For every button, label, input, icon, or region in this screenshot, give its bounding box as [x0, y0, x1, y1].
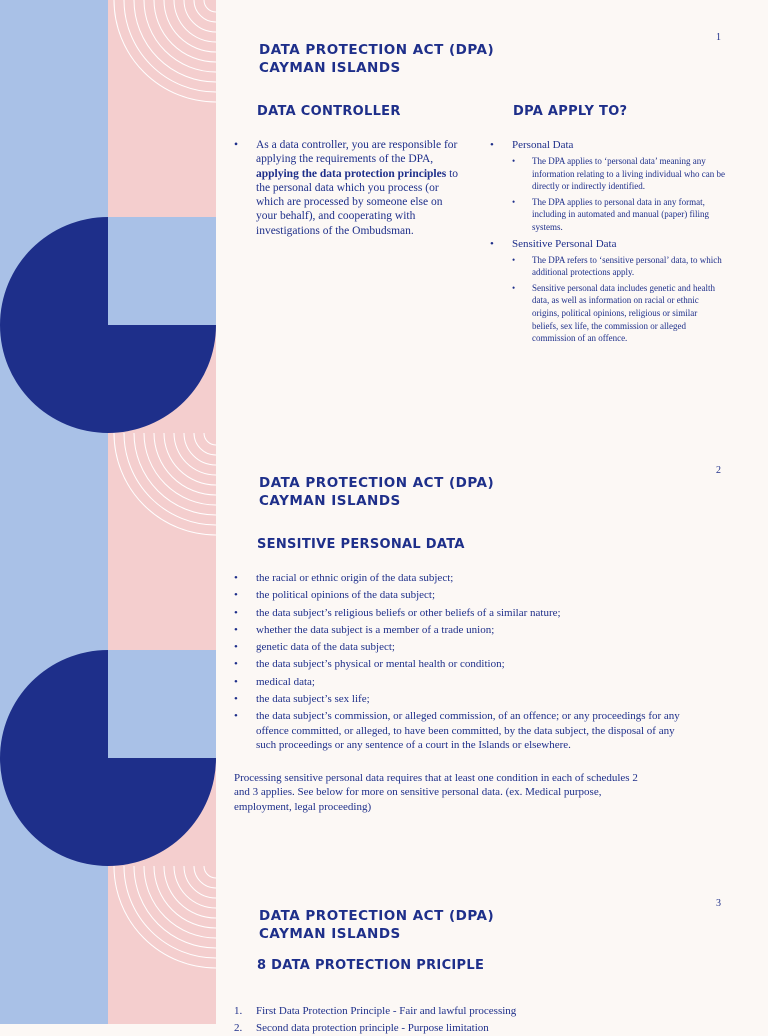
principles-list [234, 1004, 694, 1036]
slide-title [259, 474, 494, 510]
list-item: • As a data controller, you are responsible for applying the requirements of the DPA, applying the data protection principles to the personal data which you process (or which are processed by someone else on your behalf), and cooperating with investigations of the Ombudsman. [234, 138, 466, 238]
item-number: 2. [234, 1022, 243, 1035]
slide-title [259, 41, 494, 77]
page-number: 1 [716, 32, 721, 43]
decorative-shapes [0, 866, 216, 1024]
title-line-2: CAYMAN ISLANDS [259, 926, 401, 942]
title-line-1: DATA PROTECTION ACT (DPA) [259, 42, 495, 58]
sub-list-item: • The DPA refers to ‘sensitive personal’ data, to which additional protections apply. [512, 254, 725, 279]
slide-title [259, 907, 494, 943]
bold-phrase: applying the data protection principles [256, 167, 447, 180]
sub-list [512, 155, 725, 234]
title-line-2: CAYMAN ISLANDS [259, 60, 401, 76]
title-line-2: CAYMAN ISLANDS [259, 493, 401, 509]
sensitive-data-heading: SENSITIVE PERSONAL DATA [257, 537, 465, 552]
decorative-shapes [0, 0, 216, 433]
sensitive-data-list [234, 571, 694, 752]
title-line-1: DATA PROTECTION ACT (DPA) [259, 475, 495, 491]
list-item: 2. Second data protection principle - Purpose limitation [234, 1022, 489, 1035]
sub-list-item: • The DPA applies to personal data in any format, including in automated and manual (paper) filing systems. [512, 196, 725, 234]
sub-list [512, 254, 725, 345]
sub-list-item: • The DPA applies to ‘personal data’ meaning any information relating to a living individual who can be directly or indirectly identified. [512, 155, 725, 193]
list-item: • medical data; [234, 675, 694, 689]
item-number: 1. [234, 1005, 243, 1017]
principles-heading: 8 DATA PROTECTION PRICIPLE [257, 958, 485, 973]
list-item: 1. First Data Protection Principle - Fair and lawful processing [234, 1005, 517, 1017]
quarter-square [108, 650, 216, 758]
list-item: • the data subject’s physical or mental health or condition; [234, 657, 694, 671]
slide-1 [0, 0, 768, 433]
list-item: • Sensitive Personal Data • The DPA refers to ‘sensitive personal’ data, to which additional protections apply. • Sensitive personal data includes genetic and health data, as well as information on racial or ethnic origins, political opinions, religious or similar beliefs, sex life, the commission or alleged commission of an offence. [490, 237, 725, 345]
list-item: • whether the data subject is a member of a trade union; [234, 623, 694, 637]
sub-list-item: • Sensitive personal data includes genetic and health data, as well as information on racial or ethnic origins, political opinions, religious or similar beliefs, sex life, the commission or alleged commission of an offence. [512, 282, 725, 345]
dpa-apply-heading: DPA APPLY TO? [513, 104, 628, 119]
list-item: • the racial or ethnic origin of the data subject; [234, 571, 694, 585]
list-item: • the data subject’s religious beliefs or other beliefs of a similar nature; [234, 606, 694, 620]
apply-list [490, 138, 725, 345]
data-controller-heading: DATA CONTROLLER [257, 104, 401, 119]
quarter-square [108, 217, 216, 325]
title-line-1: DATA PROTECTION ACT (DPA) [259, 908, 495, 924]
slide-3 [0, 866, 768, 1035]
list-item: • the data subject’s sex life; [234, 692, 694, 706]
processing-paragraph: Processing sensitive personal data requires that at least one condition in each of schedules 2 and 3 applies. See below for more on sensitive personal data. (ex. Medical purpose, employment, legal proceeding) [234, 772, 638, 813]
list-item: • the political opinions of the data subject; [234, 588, 694, 602]
list-item: • the data subject’s commission, or alleged commission, of an offence; or any proceedings for any offence committed, or alleged, to have been committed, by the data subject, the disposal of any such proceedings or any sentence of a court in the Islands or elsewhere. [234, 709, 694, 752]
controller-list [234, 138, 466, 238]
decorative-shapes [0, 433, 216, 866]
slide-2 [0, 433, 768, 866]
page-number: 2 [716, 465, 721, 476]
list-item: • genetic data of the data subject; [234, 640, 694, 654]
page-number: 3 [716, 898, 721, 909]
list-item: • Personal Data • The DPA applies to ‘personal data’ meaning any information relating to a living individual who can be directly or indirectly identified. • The DPA applies to personal data in any format, including in automated and manual (paper) filing systems. [490, 138, 725, 234]
